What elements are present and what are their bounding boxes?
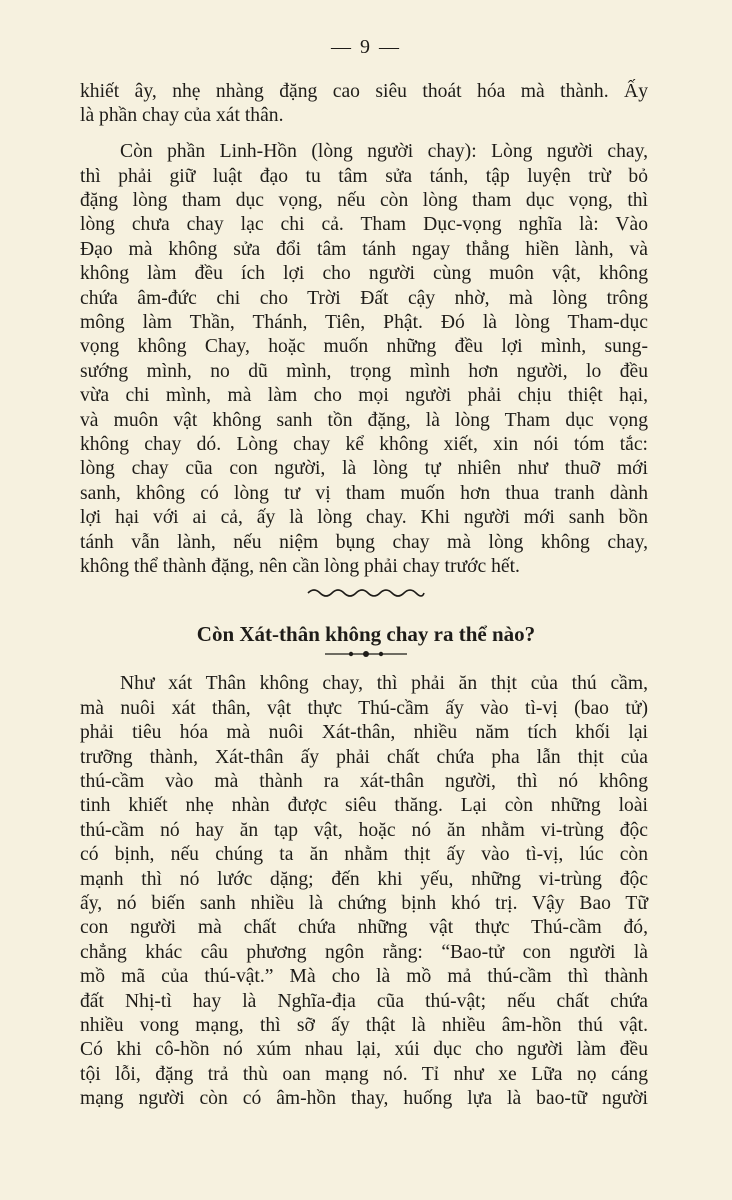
text-line: mà nuôi xát thân, vật thực Thú-cầm ấy vào tì-vị (bao tử) xyxy=(80,698,648,719)
text-line: vọng không Chay, hoặc muốn những đều lợi mình, sung- xyxy=(80,336,648,357)
text-line: Còn phần Linh-Hồn (lòng người chay): Lòng người chay, xyxy=(120,141,648,162)
text-line: khiết ây, nhẹ nhàng đặng cao siêu thoát hóa mà thành. Ấy xyxy=(80,81,648,102)
text-line: mông làm Thần, Thánh, Tiên, Phật. Đó là lòng Tham-dục xyxy=(80,312,648,333)
text-line: mồ mã của thú-vật.” Mà cho là mồ mả thú-cầm thì thành xyxy=(80,966,648,987)
text-line: tội lỗi, đặng trả thù oan mạng nó. Tỉ như xe Lữa nọ cáng xyxy=(80,1064,648,1085)
text-line: tinh khiết nhẹ nhàn được siêu thăng. Lại còn những loài xyxy=(80,795,648,816)
text-line: không chay dó. Lòng chay kể không xiết, xin nói tóm tắc: xyxy=(80,434,648,455)
text-line: trưỡng thành, Xát-thân ấy phải chất chứa pha lẫn thịt của xyxy=(80,747,648,768)
text-line: lòng chưa chay lạc chi cả. Tham Dục-vọng nghĩa là: Vào xyxy=(80,214,648,235)
page-number: — 9 — xyxy=(331,36,401,58)
text-line: sướng mình, no dũ mình, trọng mình hơn người, lo đều xyxy=(80,361,648,382)
text-line: mạnh thì nó lước dặng; đến khi yếu, những vi-trùng độc xyxy=(80,869,648,890)
dot-ornament xyxy=(0,647,732,665)
text-line: vừa chi mình, mà làm cho mọi người phải chịu thiệt hại, xyxy=(80,385,648,406)
text-line: không làm đều ích lợi cho người cùng muôn vật, không xyxy=(80,263,648,284)
text-line: mạng người còn có âm-hồn thay, huống lựa là bao-tữ người xyxy=(80,1088,648,1109)
text-line: chứa âm-đức chi cho Trời Đất cậy nhờ, mà lòng trông xyxy=(80,288,648,309)
text-line: có bịnh, nếu chúng ta ăn nhằm thịt ấy vào tì-vị, lúc còn xyxy=(80,844,648,865)
text-line: là phần chay của xát thân. xyxy=(80,105,284,126)
text-line: con người mà chất chứa những vật thực Thú-cầm đó, xyxy=(80,917,648,938)
text-line: sanh, không có lòng tư vị tham muốn hơn thua tranh dành xyxy=(80,483,648,504)
text-line: đặng lòng tham dục vọng, nếu còn lòng tham dục vọng, thì xyxy=(80,190,648,211)
text-line: ấy, nó biến sanh nhiều là chứng bịnh khó trị. Vậy Bao Tữ xyxy=(80,893,648,914)
text-line: Như xát Thân không chay, thì phải ăn thịt của thú cầm, xyxy=(120,673,648,694)
text-line: đất Nhị-tì hay là Nghĩa-địa cũa thú-vật; nếu chất chứa xyxy=(80,991,648,1012)
text-line: Có khi cô-hồn nó xúm nhau lại, xúi dục cho người làm đều xyxy=(80,1039,648,1060)
text-line: không thể thành đặng, nên cần lòng phải chay trước hết. xyxy=(80,556,520,577)
text-line: phải tiêu hóa mà nuôi Xát-thân, nhiều năm tích khối lại xyxy=(80,722,648,743)
text-line: lòng chay cũa con người, là lòng tự nhiên như thuỡ mới xyxy=(80,458,648,479)
text-line: thú-cầm vào mà thành ra xát-thân người, thì nó không xyxy=(80,771,648,792)
text-line: tánh vẫn lành, nếu niệm bụng chay mà lòng không chay, xyxy=(80,532,648,553)
text-line: Đạo mà không sửa đổi tâm tánh ngay thẳng hiền lành, và xyxy=(80,239,648,260)
text-line: lợi hại với ai cả, ấy là lòng chay. Khi người mới sanh bồn xyxy=(80,507,648,528)
text-line: nhiều vong mạng, thì sỡ ấy thật là nhiều âm-hồn thú vật. xyxy=(80,1015,648,1036)
text-line: thú-cầm nó hay ăn tạp vật, hoặc nó ăn nhằm vi-trùng độc xyxy=(80,820,648,841)
text-line: và muôn vật không sanh tồn đặng, là lòng Tham dục vọng xyxy=(80,410,648,431)
section-heading: Còn Xát-thân không chay ra thể nào? xyxy=(196,622,536,646)
text-line: chẳng khác câu phương ngôn rằng: “Bao-tử con người là xyxy=(80,942,648,963)
text-line: thì phải giữ luật đạo tu tâm sửa tánh, tập luyện trừ bỏ xyxy=(80,166,648,187)
wave-ornament xyxy=(0,585,732,606)
